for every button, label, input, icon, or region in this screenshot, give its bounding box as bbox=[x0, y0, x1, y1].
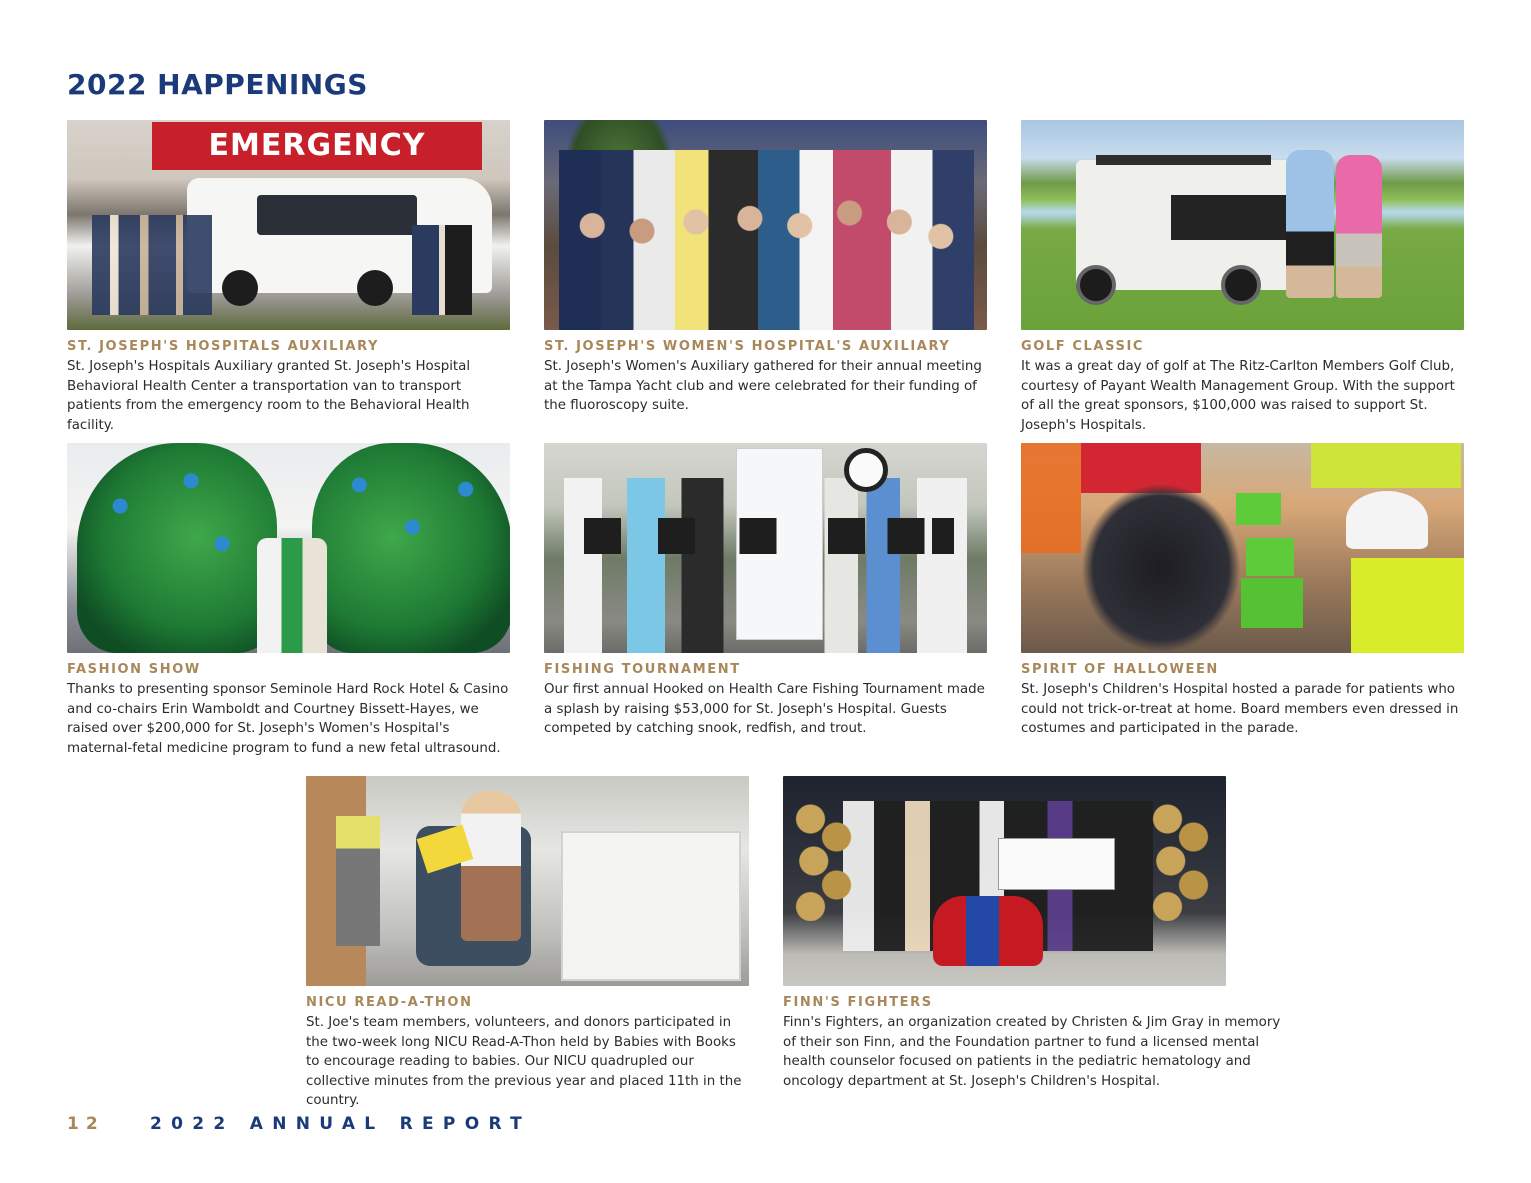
happening-card-finns-fighters bbox=[783, 776, 1281, 1091]
photo-golf-cart bbox=[1021, 120, 1464, 330]
photo-halloween-parade bbox=[1021, 443, 1464, 653]
happening-card-nicu-read-a-thon bbox=[306, 776, 749, 1111]
happening-card-womens-auxiliary bbox=[544, 120, 987, 416]
happening-card-fashion-show bbox=[67, 443, 510, 758]
card-heading: SPIRIT OF HALLOWEEN bbox=[1021, 662, 1219, 677]
card-heading: FINN'S FIGHTERS bbox=[783, 995, 933, 1010]
happening-card-halloween bbox=[1021, 443, 1464, 739]
card-body: St. Joseph's Children's Hospital hosted a parade for patients who could not trick-or-treat at home. Board members even dressed in costumes and participated in the parade. bbox=[1021, 682, 1459, 736]
card-body: St. Joseph's Women's Auxiliary gathered for their annual meeting at the Tampa Yacht club and were celebrated for their funding of the fluoroscopy suite. bbox=[544, 359, 982, 413]
card-heading: GOLF CLASSIC bbox=[1021, 339, 1145, 354]
card-heading: FASHION SHOW bbox=[67, 662, 201, 677]
card-body: Thanks to presenting sponsor Seminole Hard Rock Hotel & Casino and co-chairs Erin Wamboldt and Courtney Bissett-Hayes, we raised over $200,000 for St. Joseph's Women's Hospital's maternal-fetal medicine program to fund a new fetal ultrasound. bbox=[67, 682, 509, 756]
happening-card-auxiliary bbox=[67, 120, 510, 435]
card-body: Finn's Fighters, an organization created by Christen & Jim Gray in memory of their son Finn, and the Foundation partner to fund a licensed mental health counselor focused on patients in the pediatric hematology and oncology department at St. Joseph's Children's Hospital. bbox=[783, 1015, 1281, 1089]
photo-fishing-tournament-winners bbox=[544, 443, 987, 653]
card-heading: NICU READ-A-THON bbox=[306, 995, 473, 1010]
card-heading: ST. JOSEPH'S WOMEN'S HOSPITAL'S AUXILIARY bbox=[544, 339, 951, 354]
page-title: 2022 HAPPENINGS bbox=[67, 68, 368, 101]
photo-finns-fighters-check bbox=[783, 776, 1226, 986]
happening-card-fishing-tournament bbox=[544, 443, 987, 739]
photo-emergency-van bbox=[67, 120, 510, 330]
photo-womens-auxiliary-group bbox=[544, 120, 987, 330]
page-number: 12 bbox=[67, 1114, 105, 1134]
happening-card-golf-classic bbox=[1021, 120, 1464, 435]
photo-nicu-reading bbox=[306, 776, 749, 986]
card-heading: FISHING TOURNAMENT bbox=[544, 662, 741, 677]
card-body: It was a great day of golf at The Ritz-Carlton Members Golf Club, courtesy of Payant Wealth Management Group. With the support of all the great sponsors, $100,000 was raised to support St. Joseph's Hospitals. bbox=[1021, 359, 1455, 433]
card-heading: ST. JOSEPH'S HOSPITALS AUXILIARY bbox=[67, 339, 380, 354]
card-body: St. Joseph's Hospitals Auxiliary granted St. Joseph's Hospital Behavioral Health Center a transportation van to transport patients from the emergency room to the Behavioral Health facility. bbox=[67, 359, 471, 433]
card-body: St. Joe's team members, volunteers, and donors participated in the two-week long NICU Read-A-Thon held by Babies with Books to encourage reading to babies. Our NICU quadrupled our collective minutes from the previous year and placed 11th in the country. bbox=[306, 1015, 742, 1108]
card-body: Our first annual Hooked on Health Care Fishing Tournament made a splash by raising $53,000 for St. Joseph's Hospital. Guests competed by catching snook, redfish, and trout. bbox=[544, 682, 985, 736]
footer-title: 2022 ANNUAL REPORT bbox=[150, 1114, 531, 1134]
photo-fashion-show-peacocks bbox=[67, 443, 510, 653]
emergency-sign-text: EMERGENCY bbox=[208, 128, 426, 163]
